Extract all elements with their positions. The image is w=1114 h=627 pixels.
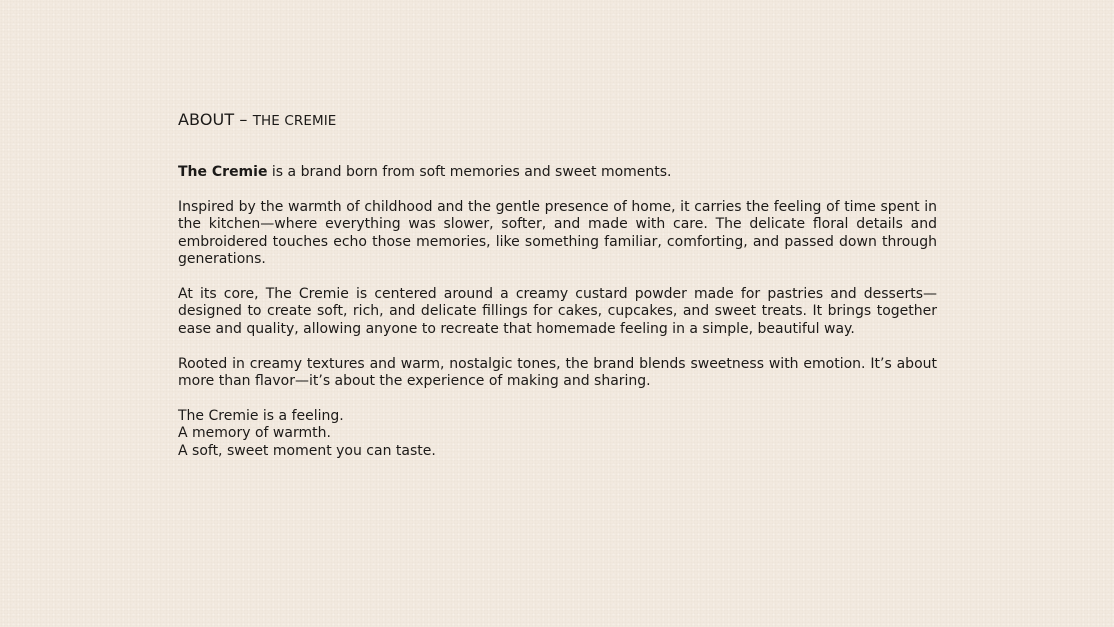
closing-line: A soft, sweet moment you can taste. <box>178 442 436 459</box>
paragraph-roots: Rooted in creamy textures and warm, nostalgic tones, the brand blends sweetness with emotion. It’s about more than flavor—it’s about the experience of making and sharing. <box>178 355 937 390</box>
closing-line: The Cremie is a feeling. <box>178 408 344 425</box>
closing-lines <box>178 408 937 460</box>
paragraph-inspiration: Inspired by the warmth of childhood and the gentle presence of home, it carries the feeling of time spent in the kitchen—where everything was slower, softer, and made with care. The delicate floral details and embroidered touches echo those memories, like something familiar, comforting, and passed down through generations. <box>178 198 937 268</box>
title-dash: – <box>239 110 248 129</box>
title-subtitle: THE CREMIE <box>252 113 337 129</box>
intro-text: is a brand born from soft memories and sweet moments. <box>267 164 672 180</box>
intro-paragraph <box>178 164 937 181</box>
brand-name: The Cremie <box>178 164 268 180</box>
closing-line: A memory of warmth. <box>178 425 331 442</box>
title-main: ABOUT <box>178 110 235 129</box>
page-title <box>178 109 937 132</box>
about-section <box>178 109 937 460</box>
paragraph-core: At its core, The Cremie is centered around a creamy custard powder made for pastries and desserts—designed to create soft, rich, and delicate fillings for cakes, cupcakes, and sweet treats. It brings together ease and quality, allowing anyone to recreate that homemade feeling in a simple, beautiful way. <box>178 286 937 337</box>
